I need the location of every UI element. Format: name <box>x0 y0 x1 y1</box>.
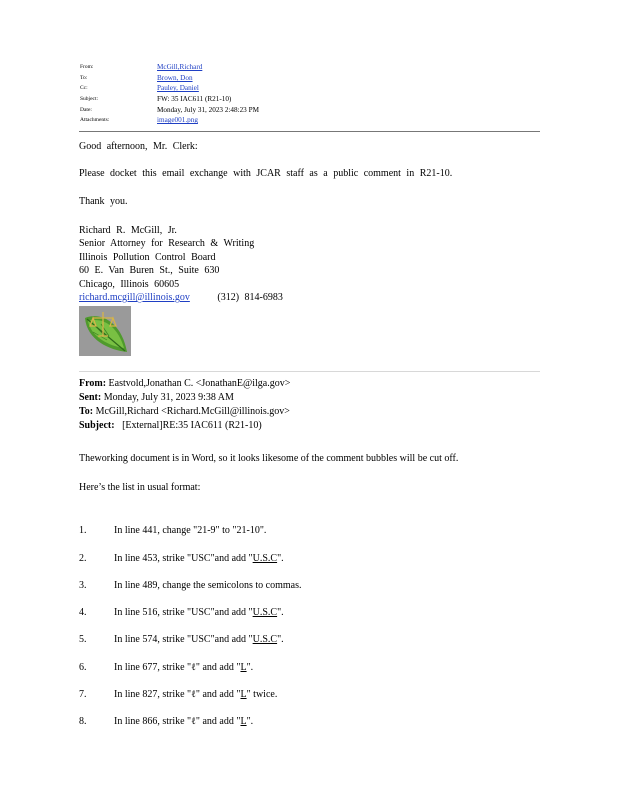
list-item-number: 5. <box>79 634 87 645</box>
header-date-value: Monday, July 31, 2023 2:48:23 PM <box>157 105 259 114</box>
list-item-text-pre: In line 827, strike "ℓ" and add " <box>114 689 241 700</box>
list-item-number: 2. <box>79 553 87 564</box>
signature-org: Illinois Pollution Control Board <box>79 251 216 263</box>
header-from-link[interactable]: McGill,Richard <box>157 63 203 72</box>
list-item-text <box>114 553 284 564</box>
signature-email-link[interactable]: richard.mcgill@illinois.gov <box>79 292 190 304</box>
signature-phone: (312) 814-6983 <box>217 292 283 304</box>
fwd-from-row <box>79 377 290 391</box>
header-attachments-label: Attachments: <box>80 117 110 124</box>
fwd-subject-label: Subject: <box>79 420 115 431</box>
list-item-number: 7. <box>79 689 87 700</box>
list-item-replacement: U.S.C <box>252 553 278 564</box>
fwd-paragraph-2: Here’s the list in usual format: <box>79 482 201 493</box>
list-item-text-post: ". <box>277 607 284 618</box>
fwd-sent-value: Monday, July 31, 2023 9:38 AM <box>103 392 234 403</box>
list-item-text-pre: In line 489, change the semicolons to commas. <box>114 580 302 591</box>
list-item-text-post: " twice. <box>246 689 278 700</box>
signature-street: 60 E. Van Buren St., Suite 630 <box>79 265 220 277</box>
fwd-to-row <box>79 405 290 419</box>
header-subject-label: Subject: <box>80 96 99 103</box>
header-cc-row <box>80 83 540 94</box>
list-item-text <box>114 689 277 700</box>
list-item-replacement: L <box>240 689 247 700</box>
signature-city: Chicago, Illinois 60605 <box>79 278 180 290</box>
list-item-text <box>114 716 253 727</box>
header-cc-label: Cc: <box>80 85 88 92</box>
header-date-label: Date: <box>80 106 92 113</box>
list-item-text-post: ". <box>246 662 254 673</box>
header-to-label: To: <box>80 74 88 81</box>
list-item-text-pre: In line 441, change "21-9" to "21-10". <box>114 525 267 536</box>
list-item-text-pre: In line 453, strike "USC"and add " <box>114 553 253 564</box>
forward-divider <box>79 371 540 372</box>
fwd-subject-value: [External]RE:35 IAC611 (R21-10) <box>122 420 262 431</box>
list-item-text-post: ". <box>277 553 284 564</box>
list-item-text <box>114 607 284 618</box>
greeting-text: Good afternoon, Mr. Clerk: <box>79 141 198 152</box>
email-header <box>80 62 540 126</box>
signature-name: Richard R. McGill, Jr. <box>79 225 177 236</box>
thanks-text: Thank you. <box>79 196 128 207</box>
list-item-replacement: U.S.C <box>252 634 278 645</box>
list-item-replacement: L <box>240 662 247 673</box>
forwarded-header <box>79 377 290 433</box>
signature-title: Senior Attorney for Research & Writing <box>79 238 255 250</box>
list-item-text-post: ". <box>277 634 284 645</box>
list-item-number: 3. <box>79 580 87 591</box>
signature-contact <box>79 291 283 304</box>
fwd-sent-row <box>79 391 290 405</box>
signature-block <box>79 224 283 304</box>
list-item-text-post: ". <box>246 716 254 727</box>
fwd-from-value: Eastvold,Jonathan C. <JonathanE@ilga.gov> <box>108 378 291 389</box>
list-item-text <box>114 662 253 673</box>
leaf-logo-image <box>79 306 131 356</box>
list-item-number: 8. <box>79 716 87 727</box>
header-from-label: From: <box>80 64 94 71</box>
list-item-text-pre: In line 516, strike "USC"and add " <box>114 607 253 618</box>
header-divider <box>79 131 540 132</box>
header-subject-value: FW: 35 IAC611 (R21-10) <box>157 95 232 104</box>
email-link-tail <box>190 292 212 303</box>
fwd-sent-label: Sent: <box>79 392 102 403</box>
list-item-text-pre: In line 866, strike "ℓ" and add " <box>114 716 241 727</box>
header-attachments-row <box>80 115 540 126</box>
header-from-row <box>80 62 540 73</box>
list-item-number: 6. <box>79 662 87 673</box>
request-text: Please docket this email exchange with JCAR staff as a public comment in R21-10. <box>79 168 453 179</box>
attachment-link[interactable]: image001.png <box>157 116 198 125</box>
fwd-to-label: To: <box>79 406 94 417</box>
fwd-from-label: From: <box>79 378 107 389</box>
header-subject-row <box>80 94 540 105</box>
leaf-logo-icon <box>79 306 131 356</box>
list-item-text-pre: In line 574, strike "USC"and add " <box>114 634 253 645</box>
fwd-to-value: McGill,Richard <Richard.McGill@illinois.gov> <box>95 406 290 417</box>
header-to-row <box>80 73 540 84</box>
list-item-number: 1. <box>79 525 87 536</box>
fwd-subject-row <box>79 419 290 433</box>
list-item-text-pre: In line 677, strike "ℓ" and add " <box>114 662 241 673</box>
header-to-link[interactable]: Brown, Don <box>157 73 193 82</box>
list-item-text <box>114 634 284 645</box>
list-item-text <box>114 525 266 536</box>
fwd-paragraph-1: Theworking document is in Word, so it looks likesome of the comment bubbles will be cut off. <box>79 453 459 464</box>
list-item-text <box>114 580 301 591</box>
list-item-replacement: U.S.C <box>252 607 278 618</box>
list-item-number: 4. <box>79 607 87 618</box>
header-cc-link[interactable]: Pauley, Daniel <box>157 84 199 93</box>
list-item-replacement: L <box>240 716 247 727</box>
header-date-row <box>80 104 540 115</box>
